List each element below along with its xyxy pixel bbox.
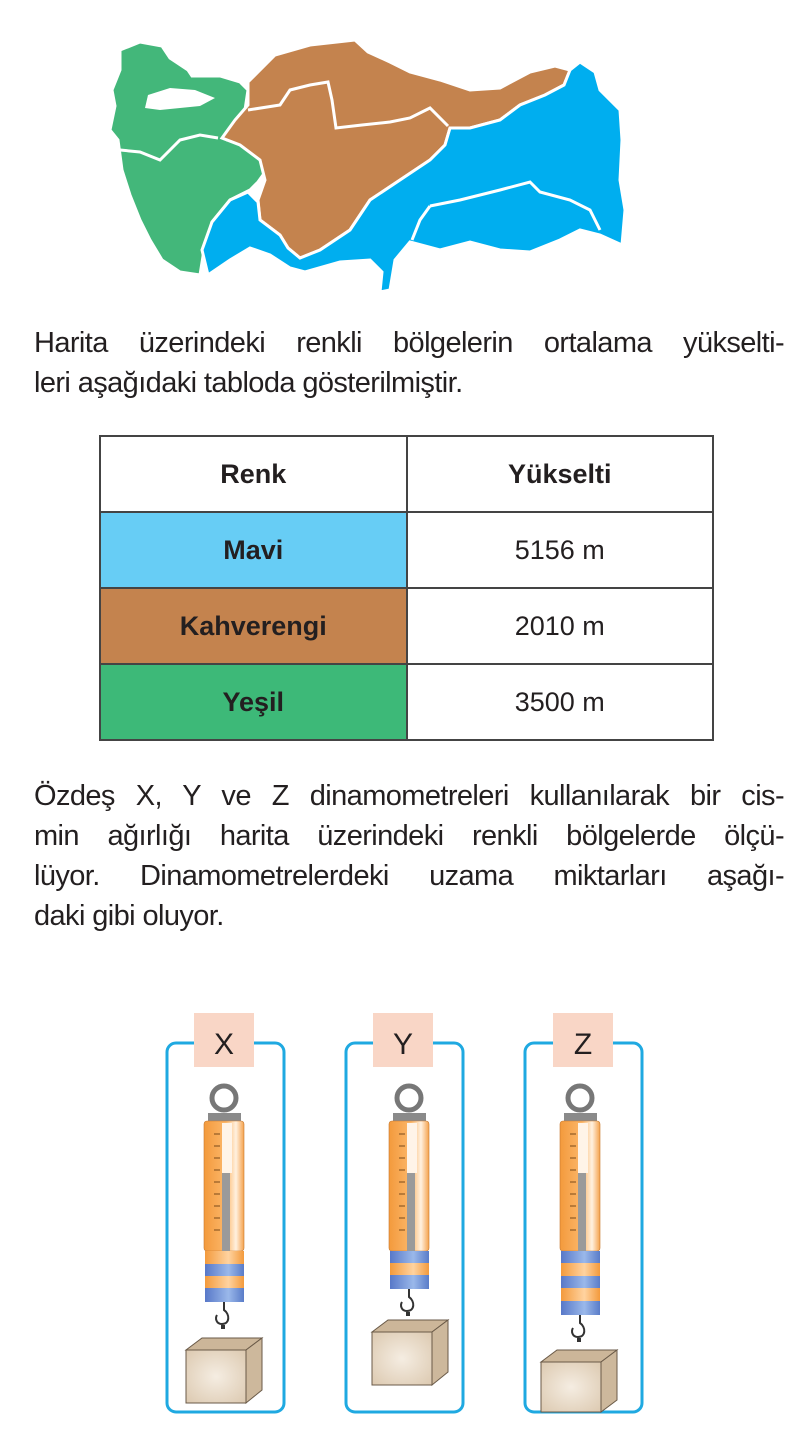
cell-color-blue: Mavi — [100, 512, 407, 588]
cell-elevation: 5156 m — [407, 512, 714, 588]
question-line: Özdeş X, Y ve Z dinamometreleri kullanılarak bir cis- — [34, 780, 784, 812]
intro-line: leri aşağıdaki tabloda gösterilmiştir. — [34, 367, 463, 399]
dynamometer-label: Z — [573, 1028, 593, 1061]
cell-elevation: 2010 m — [407, 588, 714, 664]
cell-elevation: 3500 m — [407, 664, 714, 740]
cell-color-brown: Kahverengi — [100, 588, 407, 664]
dynamometer-figure — [0, 1010, 803, 1440]
dynamometer-x — [167, 1013, 284, 1412]
question-paragraph — [34, 776, 784, 936]
elevation-table — [99, 435, 714, 741]
table-header-row — [100, 436, 713, 512]
question-line: min ağırlığı harita üzerindeki renkli bölgelerde ölçü- — [34, 820, 784, 852]
dynamometer-label: X — [213, 1028, 235, 1061]
question-line: daki gibi oluyor. — [34, 900, 224, 932]
intro-paragraph — [34, 323, 784, 403]
intro-line: Harita üzerindeki renkli bölgelerin ortalama yükselti- — [34, 327, 784, 359]
question-line: lüyor. Dinamometrelerdeki uzama miktarları aşağı- — [34, 860, 784, 892]
header-elevation: Yükselti — [407, 436, 714, 512]
header-color: Renk — [100, 436, 407, 512]
cell-color-green: Yeşil — [100, 664, 407, 740]
dynamometer-z — [525, 1013, 642, 1412]
turkey-region-map — [100, 10, 700, 300]
dynamometer-y — [346, 1013, 463, 1412]
table-row — [100, 512, 713, 588]
dynamometer-label: Y — [392, 1028, 414, 1061]
table-row — [100, 664, 713, 740]
table-row — [100, 588, 713, 664]
